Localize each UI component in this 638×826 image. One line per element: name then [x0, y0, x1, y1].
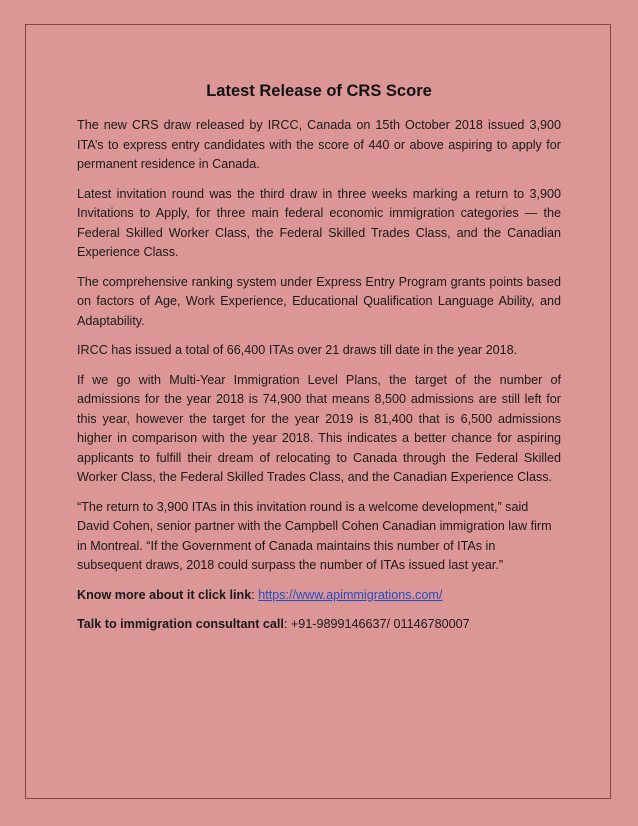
know-more-separator: : [251, 587, 259, 602]
contact-line [77, 615, 561, 635]
contact-label: Talk to immigration consultant call [77, 617, 284, 631]
contact-phone: +91-9899146637/ 01146780007 [290, 617, 470, 631]
document-title: Latest Release of CRS Score [206, 82, 432, 100]
contact-separator: : [283, 617, 291, 631]
paragraph-quote: “The return to 3,900 ITAs in this invitation round is a welcome development,” said David Cohen, senior partner with the Campbell Cohen Canadian immigration law firm in Montreal. “If the Government of Canada maintains this number of ITAs in subsequent draws, 2018 could surpass the number of ITAs issued last year.” [77, 499, 552, 572]
know-more-label: Know more about it click link [77, 587, 252, 602]
website-link[interactable]: https://www.apimmigrations.com/ [258, 587, 443, 602]
paragraph-multi-year-plan: If we go with Multi-Year Immigration Level Plans, the target of the number of admissions for the year 2018 is 74,900 that means 8,500 admissions are still left for this year, however the target for the year 2019 is 81,400 that is 6,500 admissions higher in comparison with the year 2018. This indicates a better chance for aspiring applicants to fulfill their dream of relocating to Canada through the Federal Skilled Worker Class, the Federal Skilled Trades Class, and the Canadian Experience Class. [77, 372, 561, 484]
know-more-line [77, 586, 561, 606]
paragraph-ita-total: IRCC has issued a total of 66,400 ITAs over 21 draws till date in the year 2018. [77, 343, 518, 357]
document-content [77, 80, 561, 645]
paragraph-invitation-round: Latest invitation round was the third draw in three weeks marking a return to 3,900 Invitations to Apply, for three main federal economic immigration categories — the Federal Skilled Worker Class, the Federal Skilled Trades Class, and the Canadian Experience Class. [77, 186, 561, 259]
paragraph-crs-draw: The new CRS draw released by IRCC, Canada on 15th October 2018 issued 3,900 ITA’s to express entry candidates with the score of 440 or above aspiring to apply for permanent residence in Canada. [77, 118, 561, 171]
paragraph-ranking-system: The comprehensive ranking system under Express Entry Program grants points based on factors of Age, Work Experience, Educational Qualification Language Ability, and Adaptability. [77, 274, 561, 328]
